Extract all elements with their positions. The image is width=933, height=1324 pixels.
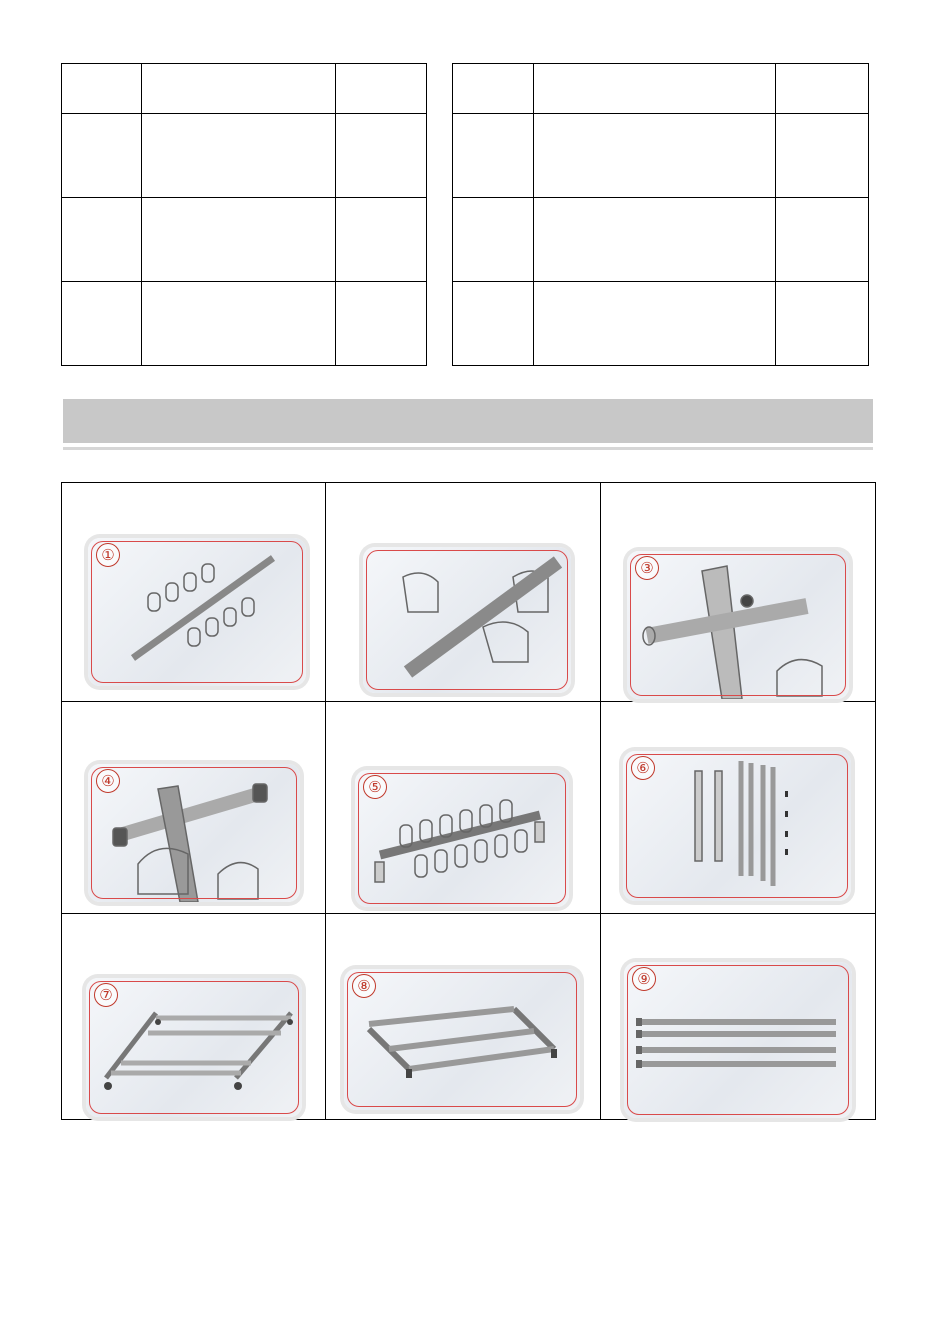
table-cell (453, 198, 534, 282)
image-frame (358, 773, 566, 904)
step-cell-5 (326, 702, 601, 914)
image-frame (626, 754, 848, 898)
step-number: ① (96, 543, 120, 567)
table-cell (534, 198, 776, 282)
table-cell (336, 64, 427, 114)
section-header-bar (63, 399, 873, 443)
step-number: ⑤ (363, 775, 387, 799)
step-cell-1 (62, 483, 326, 702)
image-frame (91, 541, 303, 683)
table-cell (142, 114, 336, 198)
table-cell (142, 282, 336, 366)
step-cell-7 (62, 914, 326, 1119)
table-cell (776, 64, 869, 114)
table-cell (776, 114, 869, 198)
image-frame (366, 550, 568, 690)
step-number: ⑨ (632, 967, 656, 991)
assembled-hook-bar-illustration (355, 770, 569, 907)
table-cell (776, 282, 869, 366)
table-cell (534, 282, 776, 366)
table-cell (336, 198, 427, 282)
crossbar-with-hooks-illustration (88, 538, 306, 686)
table-cell (453, 282, 534, 366)
tube-with-end-caps-illustration (88, 764, 300, 902)
step-cell-9 (601, 914, 875, 1119)
side-frames-and-screws-illustration (623, 751, 851, 901)
table-cell (453, 64, 534, 114)
parts-table-right (452, 63, 869, 366)
image-frame (627, 965, 849, 1115)
assembled-base-frame-illustration (344, 969, 580, 1110)
base-frame-with-wheels-illustration (86, 978, 302, 1117)
step-number: ⑦ (94, 983, 118, 1007)
four-tubes-illustration (624, 962, 852, 1118)
step-cell-3 (601, 483, 875, 702)
table-cell (534, 64, 776, 114)
table-cell (62, 282, 142, 366)
step-cell-2 (326, 483, 601, 702)
parts-table-left (61, 63, 427, 366)
image-frame (630, 554, 846, 696)
step-number: ⑧ (352, 974, 376, 998)
crossbar-closeup-illustration (363, 547, 571, 693)
step-cell-8 (326, 914, 601, 1119)
step-cell-6 (601, 702, 875, 914)
table-cell (142, 64, 336, 114)
step-number: ③ (635, 556, 659, 580)
table-cell (62, 64, 142, 114)
table-cell (453, 114, 534, 198)
step-cell-4 (62, 702, 326, 914)
table-cell (534, 114, 776, 198)
image-frame (347, 972, 577, 1107)
step-number: ⑥ (631, 756, 655, 780)
table-cell (62, 114, 142, 198)
table-cell (776, 198, 869, 282)
assembly-steps-grid (61, 482, 876, 1120)
step-number: ④ (96, 769, 120, 793)
table-cell (336, 114, 427, 198)
tube-insertion-illustration (627, 551, 849, 699)
table-cell (142, 198, 336, 282)
image-frame (89, 981, 299, 1114)
image-frame (91, 767, 297, 899)
table-cell (336, 282, 427, 366)
section-divider (63, 447, 873, 450)
table-cell (62, 198, 142, 282)
